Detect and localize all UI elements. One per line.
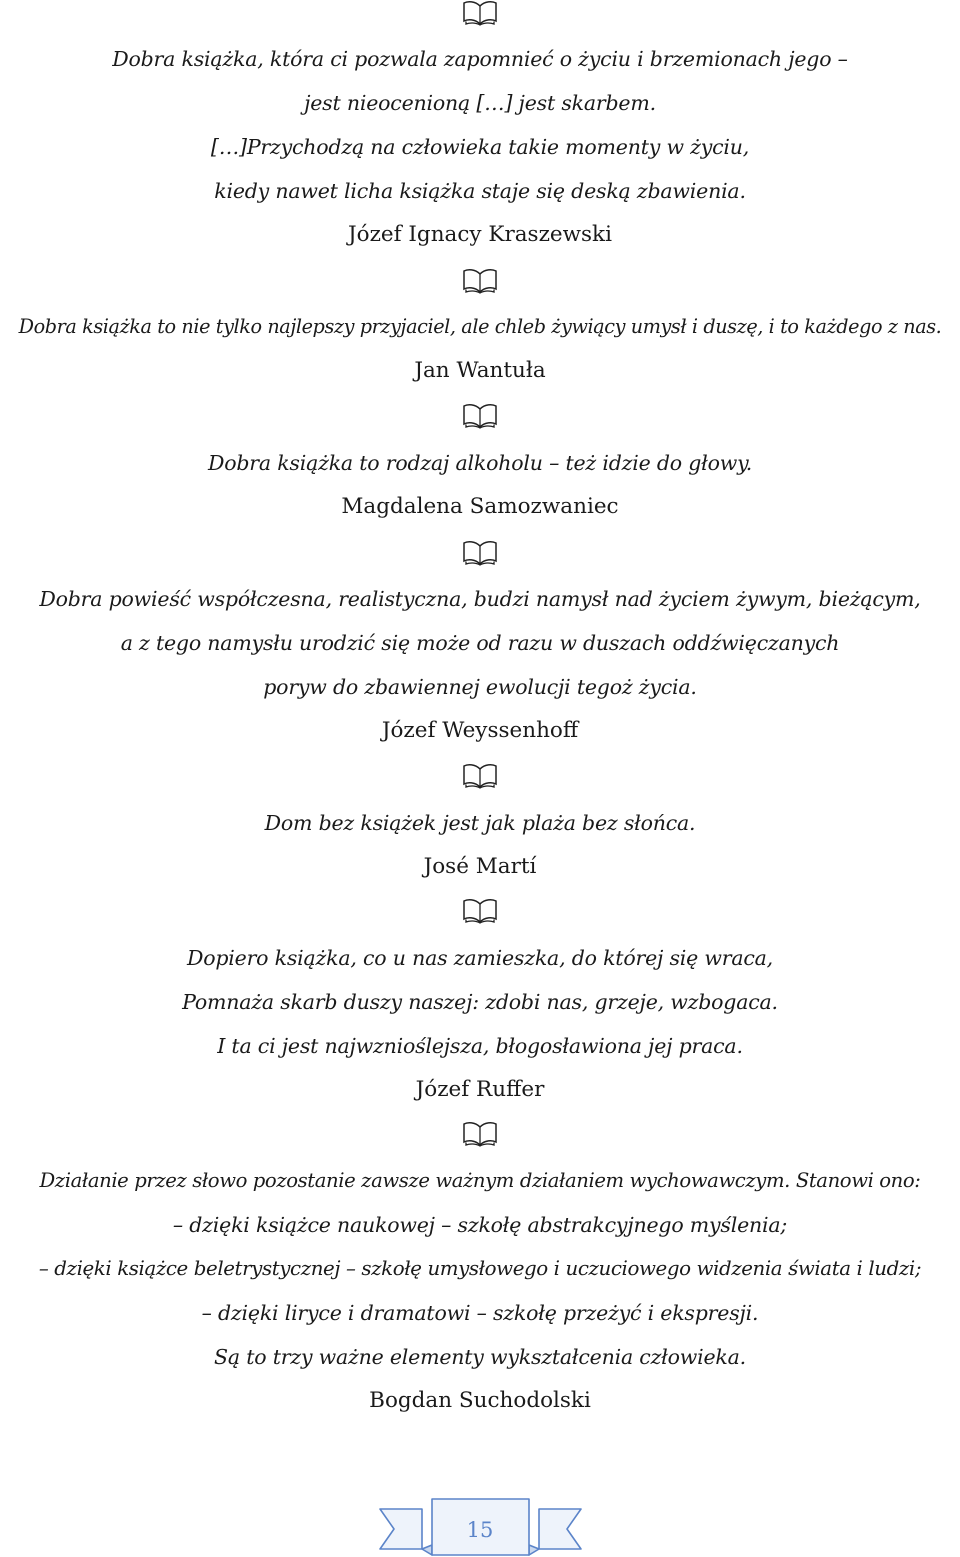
quote-line: – dzięki książce beletrystycznej – szkołę umysłowego i uczuciowego widzenia świata i ludzi;: [38, 1257, 922, 1280]
quote-line: poryw do zbawiennej ewolucji tegoż życia.: [263, 675, 697, 699]
quote-line: I ta ci jest najwznioślejsza, błogosławiona jej praca.: [217, 1034, 743, 1058]
quote-line: Pomnaża skarb duszy naszej: zdobi nas, grzeje, wzbogaca.: [182, 990, 778, 1014]
quote-line: […]Przychodzą na człowieka takie momenty w życiu,: [210, 135, 750, 159]
quote-line: Działanie przez słowo pozostanie zawsze ważnym działaniem wychowawczym. Stanowi ono:: [39, 1169, 921, 1192]
quote-line: kiedy nawet licha książka staje się deską zbawienia.: [214, 179, 746, 203]
quote-author: Jan Wantuła: [414, 358, 546, 383]
quote-author: Józef Weyssenhoff: [381, 718, 579, 743]
quote-author: Józef Ignacy Kraszewski: [348, 222, 612, 247]
open-book-icon: [462, 0, 498, 26]
quote-line: a z tego namysłu urodzić się może od razu w duszach oddźwięczanych: [120, 631, 840, 655]
open-book-icon: [462, 540, 498, 566]
quote-line: Dobra powieść współczesna, realistyczna, budzi namysł nad życiem żywym, bieżącym,: [39, 587, 921, 611]
open-book-icon: [462, 268, 498, 294]
open-book-icon: [462, 403, 498, 429]
quote-author: Bogdan Suchodolski: [369, 1388, 591, 1413]
quote-author: José Martí: [423, 854, 537, 879]
quote-line: Dobra książka to rodzaj alkoholu – też idzie do głowy.: [207, 451, 753, 475]
quote-author: Józef Ruffer: [415, 1077, 545, 1102]
open-book-icon: [462, 1121, 498, 1147]
quote-line: Dobra książka, która ci pozwala zapomnieć o życiu i brzemionach jego –: [112, 47, 848, 71]
quote-line: – dzięki książce naukowej – szkołę abstrakcyjnego myślenia;: [172, 1213, 788, 1237]
quote-line: Dobra książka to nie tylko najlepszy przyjaciel, ale chleb żywiący umysł i duszę, i to każdego z nas.: [18, 315, 942, 338]
page-number: 15: [466, 1518, 494, 1542]
quote-line: Dom bez książek jest jak plaża bez słońca.: [264, 811, 696, 835]
quote-line: Są to trzy ważne elementy wykształcenia człowieka.: [214, 1345, 746, 1369]
quote-author: Magdalena Samozwaniec: [341, 494, 619, 519]
quote-line: Dopiero książka, co u nas zamieszka, do której się wraca,: [186, 946, 773, 970]
open-book-icon: [462, 898, 498, 924]
open-book-icon: [462, 763, 498, 789]
quote-line: – dzięki liryce i dramatowi – szkołę przeżyć i ekspresji.: [201, 1301, 759, 1325]
quote-line: jest nieocenioną […] jest skarbem.: [304, 91, 656, 115]
